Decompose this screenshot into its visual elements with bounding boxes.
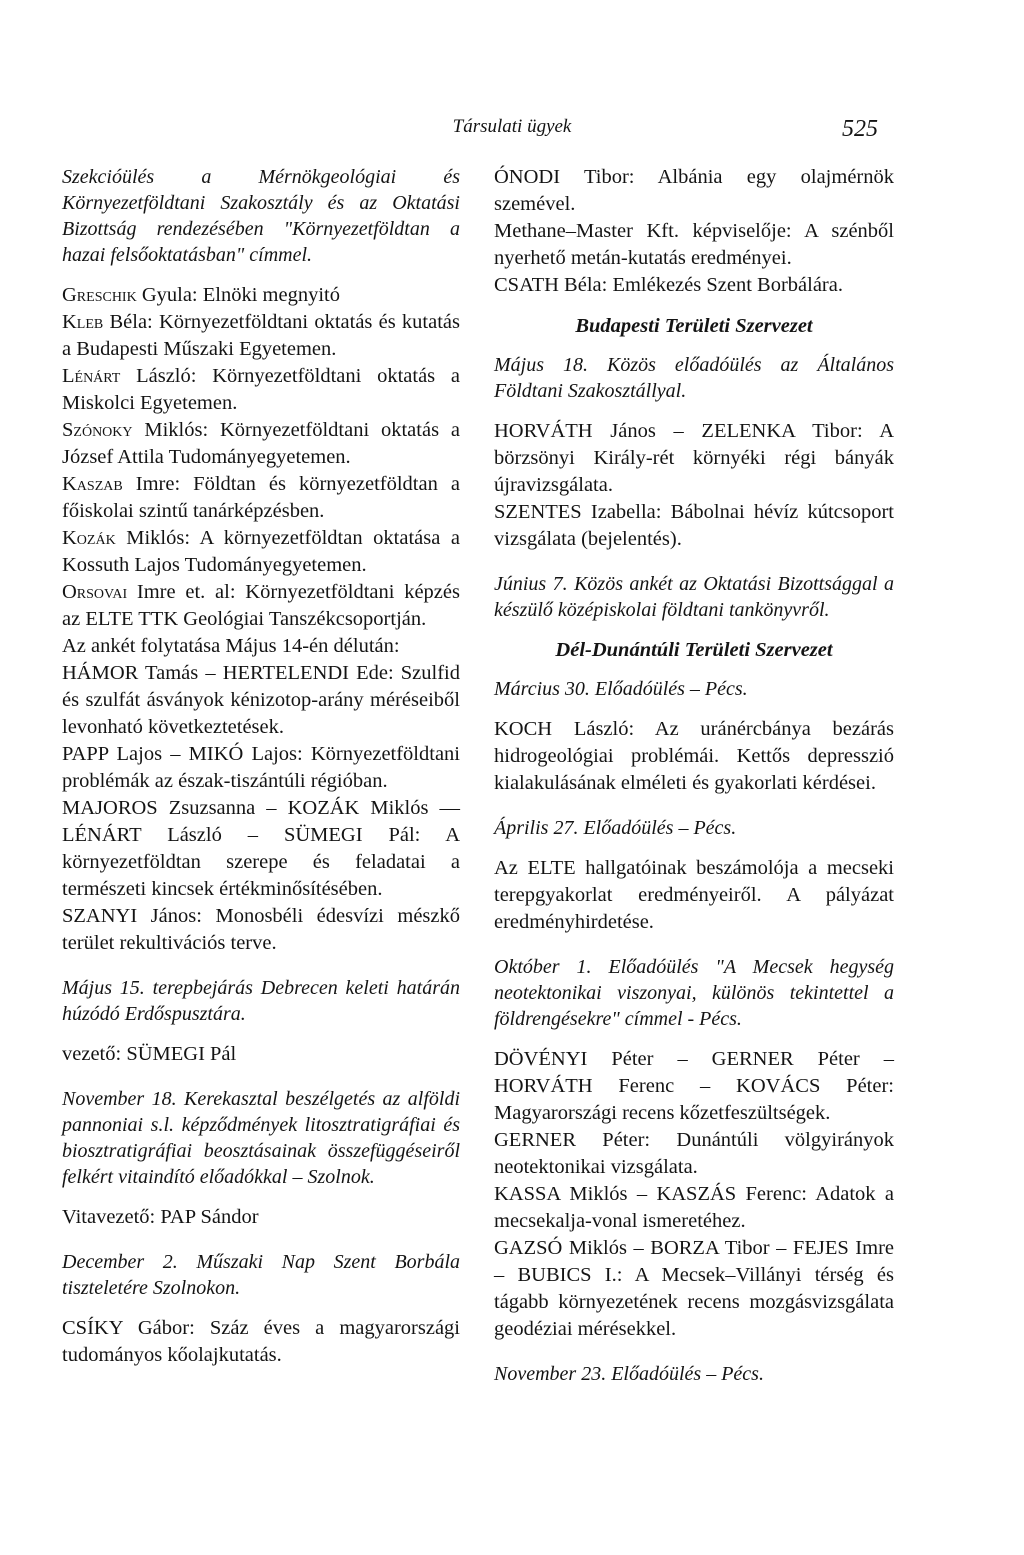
talk-entry: KOCH László: Az uránércbánya bezárás hidrogeológiai problémái. Kettős depresszió kialakulásának elméleti és gyakorlati kérdései.	[494, 718, 894, 794]
author-name: Kaszab	[62, 473, 123, 495]
author-name: Kleb	[62, 311, 104, 333]
event-title: Október 1. Előadóülés "A Mecsek hegység neotektonikai viszonyai, különös tekintettel a földrengésekre" címmel - Pécs.	[494, 956, 894, 1030]
section-heading: Budapesti Területi Szervezet	[575, 315, 813, 337]
author-name: Greschik	[62, 284, 137, 306]
running-header: Társulati ügyek	[452, 116, 572, 137]
talk-entry: CSATH Béla: Emlékezés Szent Borbálára.	[494, 274, 843, 296]
author-name: Kozák	[62, 527, 116, 549]
event-leader: Vitavezető: PAP Sándor	[62, 1206, 259, 1228]
event-title: Május 18. Közös előadóülés az Általános Földtani Szakosztállyal.	[494, 354, 894, 402]
talk-entry: Orsovai Imre et. al: Környezetföldtani képzés az ELTE TTK Geológiai Tanszékcsoportján.	[62, 581, 460, 630]
right-column	[494, 164, 894, 1387]
event-title: Március 30. Előadóülés – Pécs.	[494, 678, 748, 700]
talk-entry: KASSA Miklós – KASZÁS Ferenc: Adatok a mecsekalja-vonal ismeretéhez.	[494, 1183, 894, 1232]
talk-entry: HÁMOR Tamás – HERTELENDI Ede: Szulfid és szulfát ásványok kénizotop-arány méréseiből levonható következtetések.	[62, 662, 460, 738]
talk-entry: MAJOROS Zsuzsanna – KOZÁK Miklós — LÉNÁRT László – SÜMEGI Pál: A környezetföldtan szerepe és feladatai a természeti kincsek értékminősítésében.	[62, 797, 460, 900]
talk-entry: Lénárt László: Környezetföldtani oktatás a Miskolci Egyetemen.	[62, 365, 460, 414]
talk-entry: Kaszab Imre: Földtan és környezetföldtan a főiskolai szintű tanárképzésben.	[62, 473, 460, 522]
morning-talks	[62, 282, 460, 633]
talk-entry: PAPP Lajos – MIKÓ Lajos: Környezetföldtani problémák az észak-tiszántúli régióban.	[62, 743, 460, 792]
author-name: Orsovai	[62, 581, 128, 603]
event-title: November 23. Előadóülés – Pécs.	[494, 1363, 764, 1385]
event-title: November 18. Kerekasztal beszélgetés az alföldi pannoniai s.l. képződmények litosztratigráfiai és biosztratigráfiai beosztásainak összefüggéseiről felkért vitaindító előadókkal – Szolnok.	[62, 1088, 460, 1188]
continuation-note: Az ankét folytatása Május 14-én délután:	[62, 635, 400, 657]
left-column	[62, 164, 460, 1369]
talk-entry: Szónoky Miklós: Környezetföldtani oktatás a József Attila Tudományegyetemen.	[62, 419, 460, 468]
section-heading: Dél-Dunántúli Területi Szervezet	[555, 639, 833, 661]
author-name: Szónoky	[62, 419, 133, 441]
talk-entry: DÖVÉNYI Péter – GERNER Péter – HORVÁTH Ferenc – KOVÁCS Péter: Magyarországi recens kőzetfeszültségek.	[494, 1048, 894, 1124]
talk-entry: Kleb Béla: Környezetföldtani oktatás és kutatás a Budapesti Műszaki Egyetemen.	[62, 311, 460, 360]
section-intro: Szekcióülés a Mérnökgeológiai és Környezetföldtani Szakosztály és az Oktatási Bizottság rendezésében "Környezetföldtan a hazai felsőoktatásban" címmel.	[62, 166, 460, 266]
talk-entry: HORVÁTH János – ZELENKA Tibor: A börzsönyi Király-rét környéki régi bányák újravizsgálata.	[494, 420, 894, 496]
talk-entry: Greschik Gyula: Elnöki megnyitó	[62, 284, 340, 306]
event-title: Május 15. terepbejárás Debrecen keleti határán húzódó Erdőspusztára.	[62, 977, 460, 1025]
talk-entry: Az ELTE hallgatóinak beszámolója a mecseki terepgyakorlat eredményeiről. A pályázat eredményhirdetése.	[494, 857, 894, 933]
talk-entry: SZANYI János: Monosbéli édesvízi mészkő terület rekultivációs terve.	[62, 905, 460, 954]
event-title: December 2. Műszaki Nap Szent Borbála tiszteletére Szolnokon.	[62, 1251, 460, 1299]
talk-entry: Methane–Master Kft. képviselője: A szénből nyerhető metán-kutatás eredményei.	[494, 220, 894, 269]
event-leader: vezető: SÜMEGI Pál	[62, 1043, 237, 1065]
talk-entry: SZENTES Izabella: Bábolnai hévíz kútcsoport vizsgálata (bejelentés).	[494, 501, 894, 550]
talk-entry: ÓNODI Tibor: Albánia egy olajmérnök szemével.	[494, 166, 894, 215]
talk-entry: Kozák Miklós: A környezetföldtan oktatása a Kossuth Lajos Tudományegyetemen.	[62, 527, 460, 576]
talk-entry: CSÍKY Gábor: Száz éves a magyarországi tudományos kőolajkutatás.	[62, 1317, 460, 1366]
event-title: Június 7. Közös ankét az Oktatási Bizottsággal a készülő középiskolai földtani tankönyvről.	[494, 573, 894, 621]
talk-entry: GERNER Péter: Dunántúli völgyirányok neotektonikai vizsgálata.	[494, 1129, 894, 1178]
talk-entry: GAZSÓ Miklós – BORZA Tibor – FEJES Imre – BUBICS I.: A Mecsek–Villányi térség és tágabb környezetének recens mozgásvizsgálata geodéziai mérésekkel.	[494, 1237, 894, 1340]
event-title: Április 27. Előadóülés – Pécs.	[494, 817, 737, 839]
page-number: 525	[842, 116, 878, 142]
author-name: Lénárt	[62, 365, 121, 387]
